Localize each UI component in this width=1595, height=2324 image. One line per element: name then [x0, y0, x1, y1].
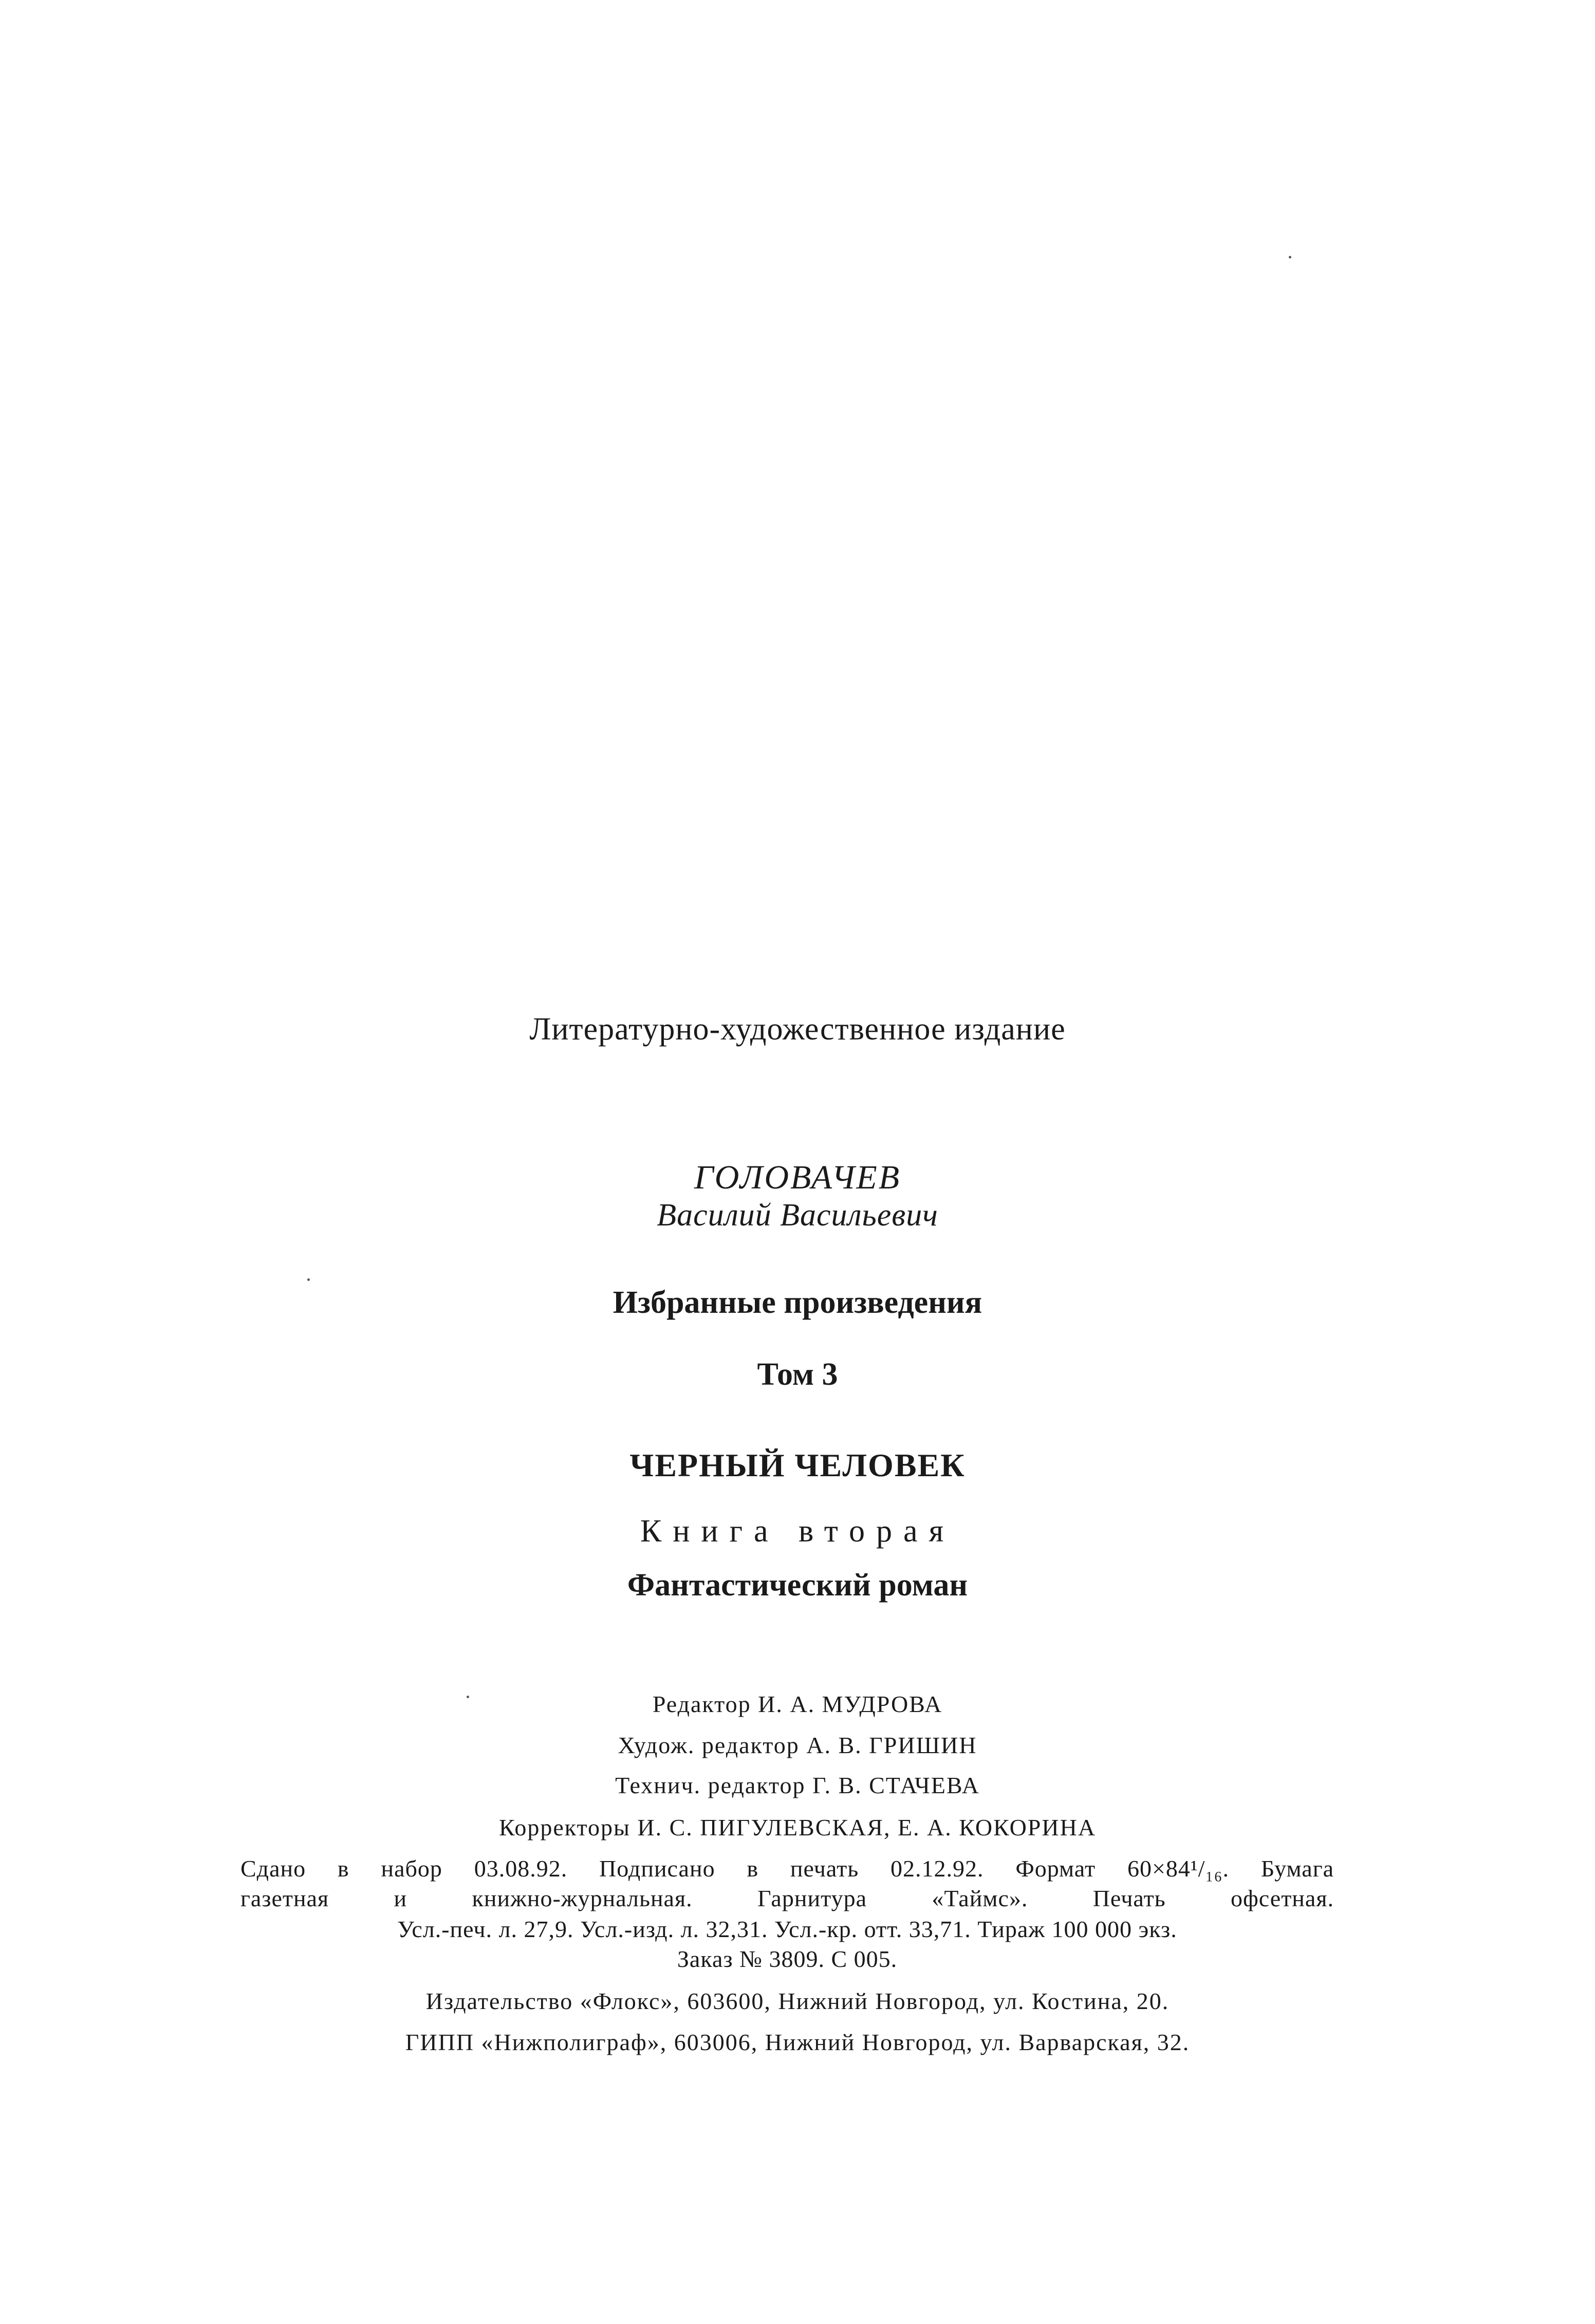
edition-genre: Литературно-художественное издание	[529, 1012, 1066, 1047]
print-speck	[307, 1278, 310, 1281]
printer-address: ГИПП «Нижполиграф», 603006, Нижний Новгород, ул. Варварская, 32.	[405, 2029, 1190, 2055]
book-subtitle: Фантастический роман	[627, 1568, 968, 1603]
imprint-line-4: Заказ № 3809. С 005.	[677, 1946, 898, 1972]
print-speck	[467, 1696, 469, 1698]
editor-credit: Редактор И. А. МУДРОВА	[652, 1691, 943, 1717]
author-given-name: Василий Васильевич	[657, 1198, 938, 1233]
book-title: ЧЕРНЫЙ ЧЕЛОВЕК	[629, 1447, 966, 1483]
publisher-address: Издательство «Флокс», 603600, Нижний Новгород, ул. Костина, 20.	[425, 1988, 1170, 2014]
print-speck	[1289, 256, 1291, 258]
imprint-line-2: газетная и книжно-журнальная. Гарнитура «Таймс». Печать офсетная.	[240, 1885, 1334, 1911]
imprint-line-1: Сдано в набор 03.08.92. Подписано в печать 02.12.92. Формат 60×84¹/₁₆. Бумага	[240, 1855, 1334, 1882]
proofreaders-credit: Корректоры И. С. ПИГУЛЕВСКАЯ, Е. А. КОКОРИНА	[498, 1814, 1097, 1840]
author-surname: ГОЛОВАЧЕВ	[694, 1159, 901, 1196]
book-part: Книга вторая	[640, 1514, 955, 1549]
volume-number: Том 3	[757, 1357, 838, 1392]
tech-editor-credit: Технич. редактор Г. В. СТАЧЕВА	[615, 1772, 980, 1798]
imprint-line-3: Усл.-печ. л. 27,9. Усл.-изд. л. 32,31. Усл.-кр. отт. 33,71. Тираж 100 000 экз.	[397, 1916, 1177, 1942]
art-editor-credit: Худож. редактор А. В. ГРИШИН	[618, 1732, 977, 1758]
series-title: Избранные произведения	[613, 1285, 982, 1320]
